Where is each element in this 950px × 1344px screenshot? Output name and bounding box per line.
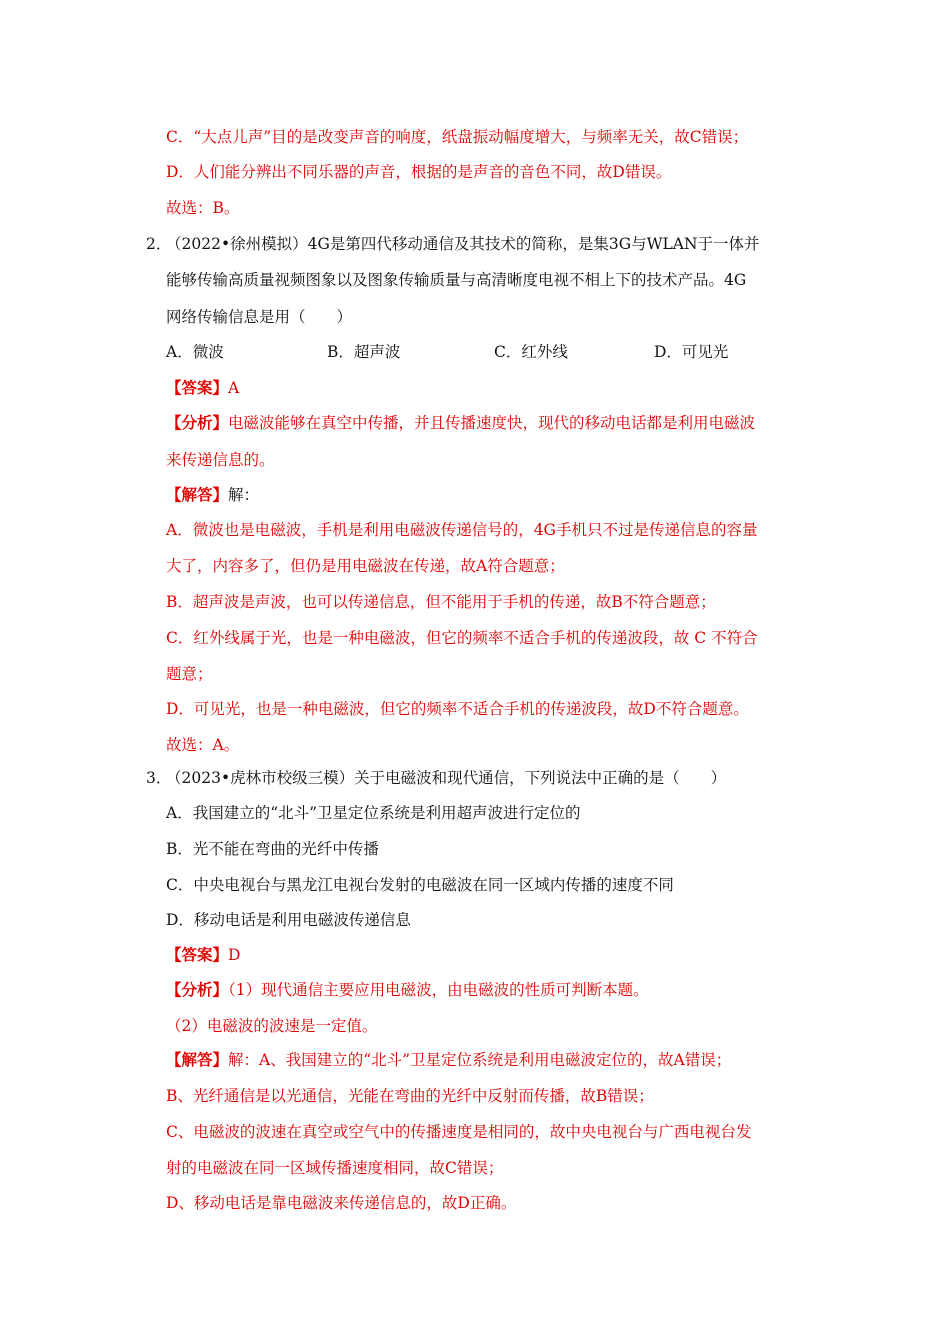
q2-option-b: B．超声波 <box>327 343 401 361</box>
q2-solution-b: B．超声波是声波，也可以传递信息，但不能用于手机的传递，故B不符合题意； <box>166 593 716 611</box>
q3-answer <box>166 944 950 966</box>
q2-solution-tag: 【解答】 <box>166 485 229 504</box>
q2-solution-a-line-2: 大了，内容多了，但仍是用电磁波在传递，故A符合题意； <box>166 557 565 575</box>
q2-option-a: A．微波 <box>166 343 224 361</box>
q2-stem-line-3: 网络传输信息是用（ ） <box>166 308 353 326</box>
q3-analysis-tag: 【分析】 <box>166 980 229 999</box>
q2-solution-head <box>166 484 950 506</box>
q3-solution-b: B、光纤通信是以光通信，光能在弯曲的光纤中反射而传播，故B错误； <box>166 1087 654 1105</box>
q3-stem: （2023•虎林市校级三模）关于电磁波和现代通信，下列说法中正确的是（ ） <box>166 769 727 787</box>
q3-solution-d: D、移动电话是靠电磁波来传递信息的，故D正确。 <box>166 1194 517 1212</box>
q3-analysis-line-2: （2）电磁波的波速是一定值。 <box>166 1017 378 1035</box>
q3-solution-text: 解：A、我国建立的“北斗”卫星定位系统是利用电磁波定位的，故A错误； <box>228 1051 732 1069</box>
q2-answer-tag: 【答案】 <box>166 378 229 397</box>
q3-solution-c-line-2: 射的电磁波在同一区域传播速度相同，故C错误； <box>166 1159 504 1177</box>
q2-analysis-line-1 <box>166 412 950 434</box>
q2-answer-value: A <box>228 379 240 397</box>
q2-analysis-line-2: 来传递信息的。 <box>166 451 275 469</box>
q3-answer-value: D <box>228 946 241 964</box>
q2-solution-lead: 解： <box>228 486 260 504</box>
q2-solution-c-line-1: C．红外线属于光，也是一种电磁波，但它的频率不适合手机的传递波段，故 C 不符合 <box>166 629 758 647</box>
q2-answer <box>166 377 950 399</box>
prev-choice: 故选：B。 <box>166 199 240 217</box>
q2-number: 2． <box>146 235 172 253</box>
q3-option-d: D．移动电话是利用电磁波传递信息 <box>166 911 411 929</box>
q3-analysis-line-1 <box>166 979 950 1001</box>
q2-analysis-tag: 【分析】 <box>166 413 229 432</box>
prev-solution-line-c: C．“大点儿声”目的是改变声音的响度，纸盘振动幅度增大，与频率无关，故C错误； <box>166 128 749 146</box>
q3-answer-tag: 【答案】 <box>166 945 229 964</box>
q3-solution-line-1 <box>166 1049 950 1071</box>
q3-solution-tag: 【解答】 <box>166 1050 229 1069</box>
q3-option-a: A．我国建立的“北斗”卫星定位系统是利用超声波进行定位的 <box>166 804 581 822</box>
prev-solution-line-d: D．人们能分辨出不同乐器的声音，根据的是声音的音色不同，故D错误。 <box>166 163 672 181</box>
q3-option-c: C．中央电视台与黑龙江电视台发射的电磁波在同一区域内传播的速度不同 <box>166 876 674 894</box>
q2-choice: 故选：A。 <box>166 736 240 754</box>
q2-option-c: C．红外线 <box>494 343 568 361</box>
q2-solution-c-line-2: 题意； <box>166 665 213 683</box>
q2-solution-d: D．可见光，也是一种电磁波，但它的频率不适合手机的传递波段，故D不符合题意。 <box>166 700 749 718</box>
q3-number: 3． <box>146 769 172 787</box>
q2-stem-line-2: 能够传输高质量视频图象以及图象传输质量与高清晰度电视不相上下的技术产品。4G <box>166 271 747 289</box>
q2-option-d: D．可见光 <box>654 343 729 361</box>
q2-stem-line-1: （2022•徐州模拟）4G是第四代移动通信及其技术的简称，是集3G与WLAN于一体并 <box>166 235 760 253</box>
q3-analysis-text: （1）现代通信主要应用电磁波，由电磁波的性质可判断本题。 <box>228 981 649 999</box>
q2-solution-a-line-1: A．微波也是电磁波，手机是利用电磁波传递信号的，4G手机只不过是传递信息的容量 <box>166 521 758 539</box>
q2-analysis-text: 电磁波能够在真空中传播，并且传播速度快，现代的移动电话都是利用电磁波 <box>228 414 756 432</box>
q3-solution-c-line-1: C、电磁波的波速在真空或空气中的传播速度是相同的，故中央电视台与广西电视台发 <box>166 1123 752 1141</box>
q3-option-b: B．光不能在弯曲的光纤中传播 <box>166 840 379 858</box>
